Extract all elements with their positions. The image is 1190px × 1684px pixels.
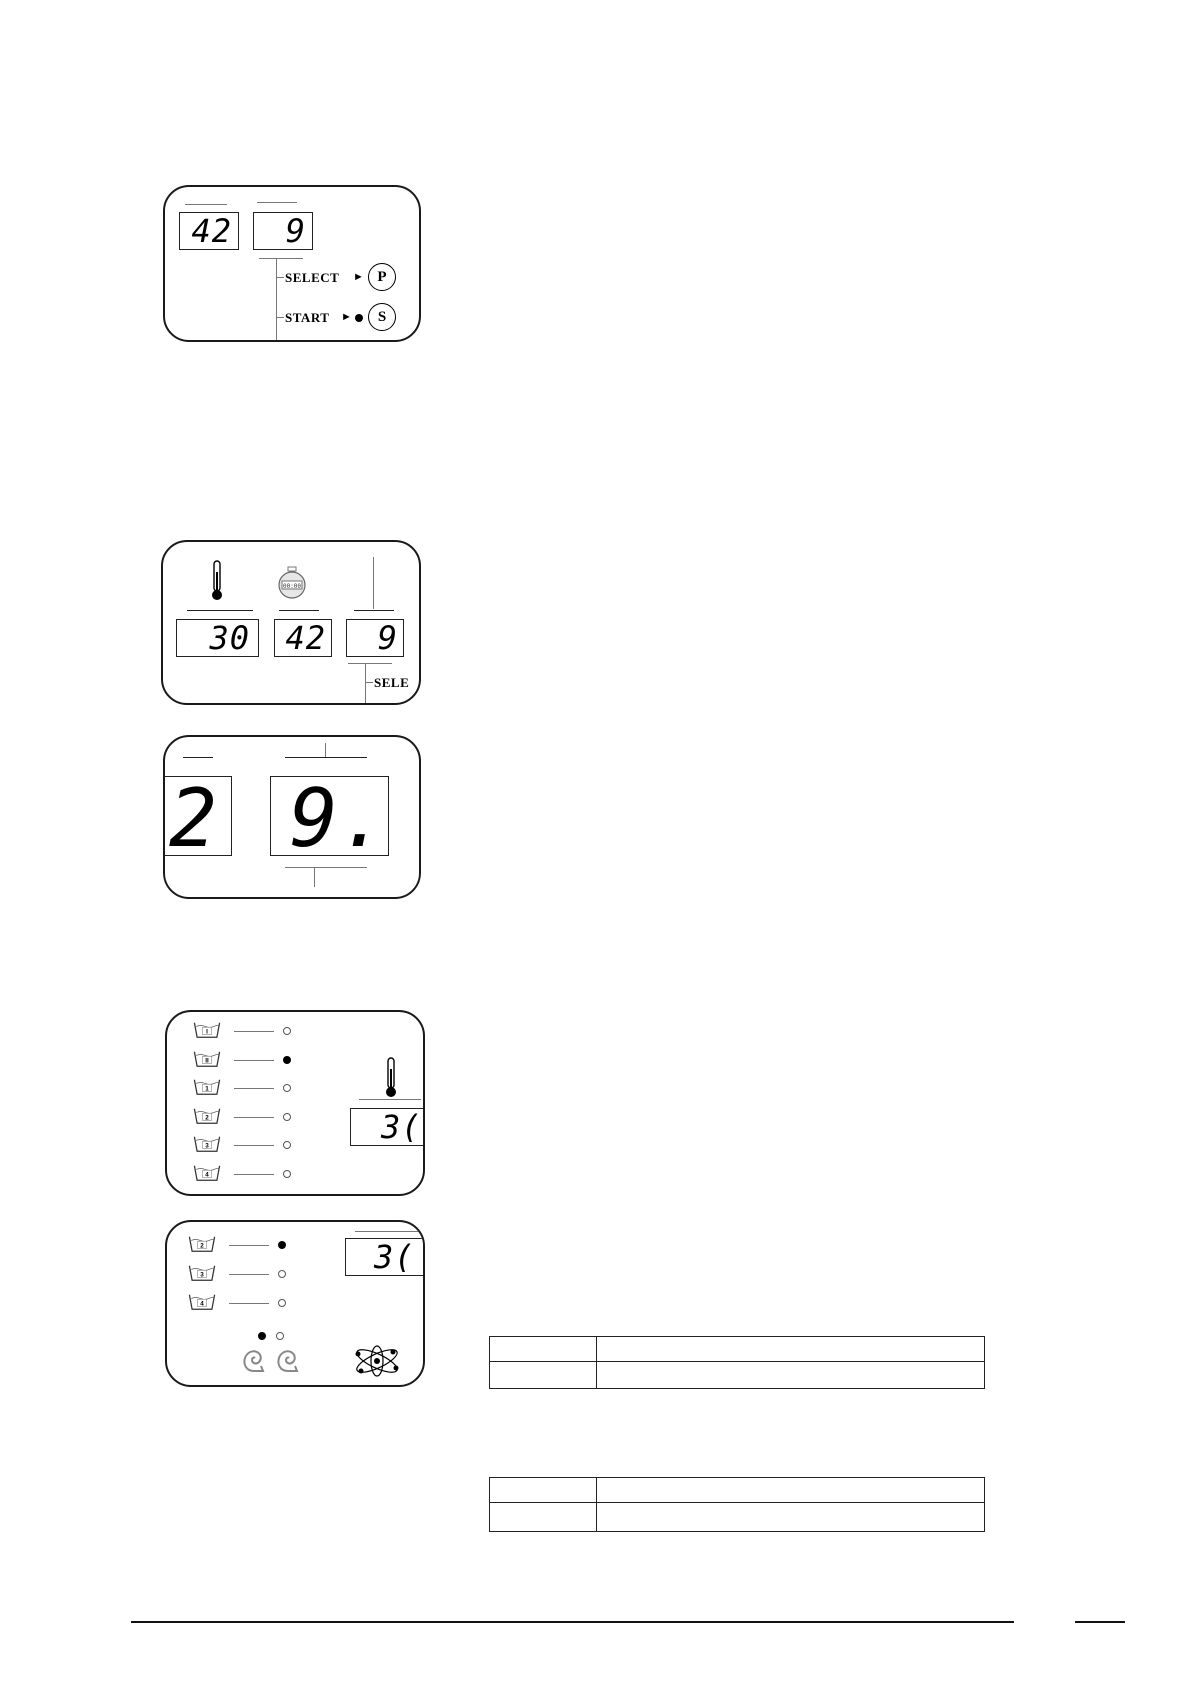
control-panel-select-start [163, 185, 421, 342]
indicator-line [234, 1117, 274, 1118]
start-label: START [285, 310, 330, 325]
indicator-line [229, 1274, 269, 1275]
select-label-partial: SELE [374, 675, 410, 690]
atom-icon [353, 1344, 401, 1378]
connector-line [373, 557, 374, 609]
wash-tub-icon [187, 1235, 217, 1253]
connector-line [365, 663, 366, 703]
footer-rule [131, 1621, 1014, 1623]
indicator-led [278, 1299, 286, 1307]
wash-options-panel [165, 1220, 425, 1387]
time-display [179, 212, 239, 250]
wash-tub-label: II [205, 1057, 209, 1065]
label-line [355, 1231, 425, 1232]
indicator-led [283, 1084, 291, 1092]
wash-tub-icon [192, 1135, 222, 1153]
wash-tub-label: 2 [200, 1242, 204, 1250]
connector-line [325, 743, 326, 757]
large-left-display-value: 2 [169, 776, 219, 856]
indicator-line [229, 1303, 269, 1304]
label-line [279, 610, 319, 611]
indicator-line [234, 1031, 274, 1032]
spin-indicator-led [276, 1332, 284, 1340]
wash-tub-label: 1 [205, 1085, 209, 1093]
start-indicator-dot [355, 314, 363, 322]
table-row [490, 1337, 985, 1362]
wash-tub-icon [187, 1293, 217, 1311]
label-line [185, 204, 227, 205]
label-line [285, 867, 367, 868]
arrow-right-icon: ► [341, 311, 352, 323]
connector-line [276, 258, 277, 340]
large-right-display [270, 776, 389, 856]
label-line [259, 258, 303, 259]
thermometer-icon [210, 560, 224, 602]
program-display [253, 212, 313, 250]
time-display [274, 619, 332, 657]
indicator-line [234, 1060, 274, 1061]
wash-tub-icon [192, 1050, 222, 1068]
temperature-display [350, 1108, 425, 1146]
thermometer-icon [384, 1057, 398, 1099]
arrow-right-icon: ► [353, 271, 364, 283]
wash-tub-icon [192, 1164, 222, 1182]
table-row [490, 1362, 985, 1389]
indicator-led [283, 1141, 291, 1149]
detergent-compartment-panel [165, 1010, 425, 1196]
wash-tub-label: 3 [205, 1142, 209, 1150]
indicator-led [278, 1270, 286, 1278]
connector-line [276, 277, 284, 278]
program-display [346, 619, 404, 657]
wash-tub-icon [187, 1264, 217, 1282]
svg-text:00:00: 00:00 [282, 583, 302, 590]
time-display-value: 42 [285, 619, 326, 657]
indicator-led [278, 1241, 286, 1249]
wash-tub-label: 3 [200, 1271, 204, 1279]
large-display-panel [163, 735, 421, 899]
temperature-display-value: 30 [209, 619, 250, 657]
footer-page-rule [1075, 1621, 1125, 1623]
indicator-line [234, 1145, 274, 1146]
wash-tub-icon [192, 1021, 222, 1039]
indicator-led [283, 1056, 291, 1064]
connector-line [314, 867, 315, 887]
wash-tub-label: 2 [205, 1114, 209, 1122]
label-line [183, 757, 213, 758]
temperature-display-value: 3( [381, 1108, 422, 1146]
data-table [489, 1477, 985, 1532]
label-line [187, 610, 253, 611]
p-button[interactable]: P [368, 263, 396, 291]
timer-icon [274, 566, 310, 600]
temperature-display-value: 3( [374, 1238, 415, 1276]
spiral-icon [241, 1346, 267, 1374]
time-display-value: 42 [191, 212, 232, 250]
large-right-display-value: 9. [289, 776, 388, 856]
wash-tub-label: 4 [205, 1171, 209, 1179]
indicator-line [234, 1174, 274, 1175]
label-line [348, 663, 392, 664]
temperature-display [345, 1238, 425, 1276]
indicator-led [283, 1113, 291, 1121]
connector-line [276, 317, 284, 318]
indicator-line [234, 1088, 274, 1089]
program-display-value: 9 [285, 212, 306, 250]
control-panel-temp-time-program [161, 540, 421, 705]
label-line [359, 1099, 421, 1100]
wash-tub-label: 4 [200, 1300, 204, 1308]
table-row [490, 1503, 985, 1532]
spiral-icon [275, 1346, 301, 1374]
wash-tub-icon [192, 1107, 222, 1125]
wash-tub-icon [192, 1078, 222, 1096]
temperature-display [176, 619, 259, 657]
table-row [490, 1478, 985, 1503]
large-left-display [163, 776, 232, 856]
indicator-line [229, 1245, 269, 1246]
data-table [489, 1336, 985, 1389]
label-line [354, 610, 394, 611]
connector-line [365, 682, 373, 683]
indicator-led [283, 1170, 291, 1178]
select-label: SELECT [285, 270, 340, 285]
label-line [285, 757, 367, 758]
wash-tub-label: I [206, 1028, 208, 1036]
label-line [257, 202, 297, 203]
spin-indicator-led [258, 1332, 266, 1340]
indicator-led [283, 1027, 291, 1035]
program-display-value: 9 [377, 619, 398, 657]
s-button[interactable]: S [368, 303, 396, 331]
